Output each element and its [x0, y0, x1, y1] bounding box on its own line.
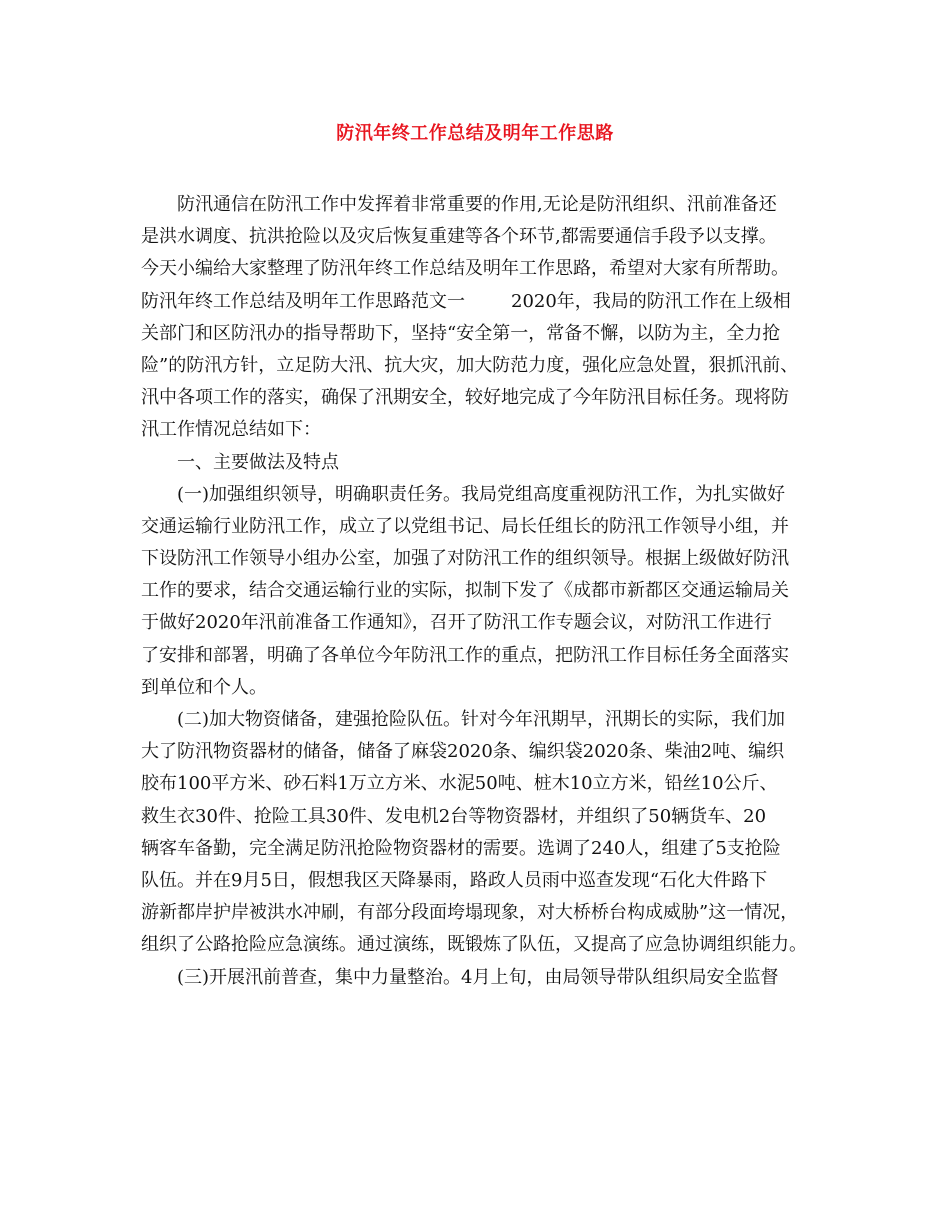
- text-line: 汛中各项工作的落实，确保了汛期安全，较好地完成了今年防汛目标任务。现将防: [141, 387, 789, 409]
- text-line: 险”的防汛方针，立足防大汛、抗大灾，加大防范力度，强化应急处置，狠抓汛前、: [141, 354, 799, 376]
- text-line: 防汛通信在防汛工作中发挥着非常重要的作用,无论是防汛组织、汛前准备还: [177, 194, 777, 215]
- text-line: 队伍。并在9月5日，假想我区天降暴雨，路政人员雨中巡查发现“石化大件路下: [141, 869, 768, 891]
- text-line: 游新都岸护岸被洪水冲刷，有部分段面垮塌现象，对大桥桥台构成威胁”这一情况，: [141, 902, 799, 924]
- text-line: 胶布100平方米、砂石料1万立方米、水泥50吨、桩木10立方米，铅丝10公斤、: [141, 773, 778, 795]
- text-line: (一)加强组织领导，明确职责任务。我局党组高度重视防汛工作，为扎实做好: [177, 483, 786, 505]
- text-line: 到单位和个人。: [141, 676, 267, 698]
- text-line: (二)加大物资储备，建强抢险队伍。针对今年汛期早，汛期长的实际，我们加: [177, 709, 786, 730]
- document-body: [141, 189, 831, 994]
- section-heading: 一、主要做法及特点: [177, 451, 339, 473]
- text-segment: 2020年，我局的防汛工作在上级相: [511, 290, 791, 312]
- text-line: 大了防汛物资器材的储备，储备了麻袋2020条、编织袋2020条、柴油2吨、编织: [141, 741, 785, 763]
- text-line: 于做好2020年汛前准备工作通知》，召开了防汛工作专题会议，对防汛工作进行: [141, 612, 772, 634]
- text-line: 汛工作情况总结如下：: [141, 419, 321, 441]
- text-line: 关部门和区防汛办的指导帮助下，坚持“安全第一，常备不懈，以防为主，全力抢: [141, 322, 781, 344]
- sample-heading: 防汛年终工作总结及明年工作思路范文一: [141, 290, 465, 312]
- text-line: 交通运输行业防汛工作，成立了以党组书记、局长任组长的防汛工作领导小组，并: [141, 515, 789, 537]
- text-line: 今天小编给大家整理了防汛年终工作总结及明年工作思路，希望对大家有所帮助。: [141, 258, 789, 280]
- text-line: 了安排和部署，明确了各单位今年防汛工作的重点，把防汛工作目标任务全面落实: [141, 644, 789, 666]
- text-line: 工作的要求，结合交通运输行业的实际，拟制下发了《成都市新都区交通运输局关: [141, 580, 789, 602]
- text-line: (三)开展汛前普查，集中力量整治。4月上旬，由局领导带队组织局安全监督: [177, 966, 779, 988]
- text-line: 组织了公路抢险应急演练。通过演练，既锻炼了队伍，又提高了应急协调组织能力。: [141, 934, 807, 956]
- text-line: 是洪水调度、抗洪抢险以及灾后恢复重建等各个环节,都需要通信手段予以支撑。: [141, 226, 777, 248]
- text-line-with-heading: [141, 286, 831, 318]
- text-line: 下设防汛工作领导小组办公室，加强了对防汛工作的组织领导。根据上级做好防汛: [141, 548, 789, 570]
- text-line: 辆客车备勤，完全满足防汛抢险物资器材的需要。选调了240人，组建了5支抢险: [141, 837, 781, 859]
- text-line: 救生衣30件、抢险工具30件、发电机2台等物资器材，并组织了50辆货车、20: [141, 805, 767, 827]
- document-title: 防汛年终工作总结及明年工作思路: [336, 123, 614, 144]
